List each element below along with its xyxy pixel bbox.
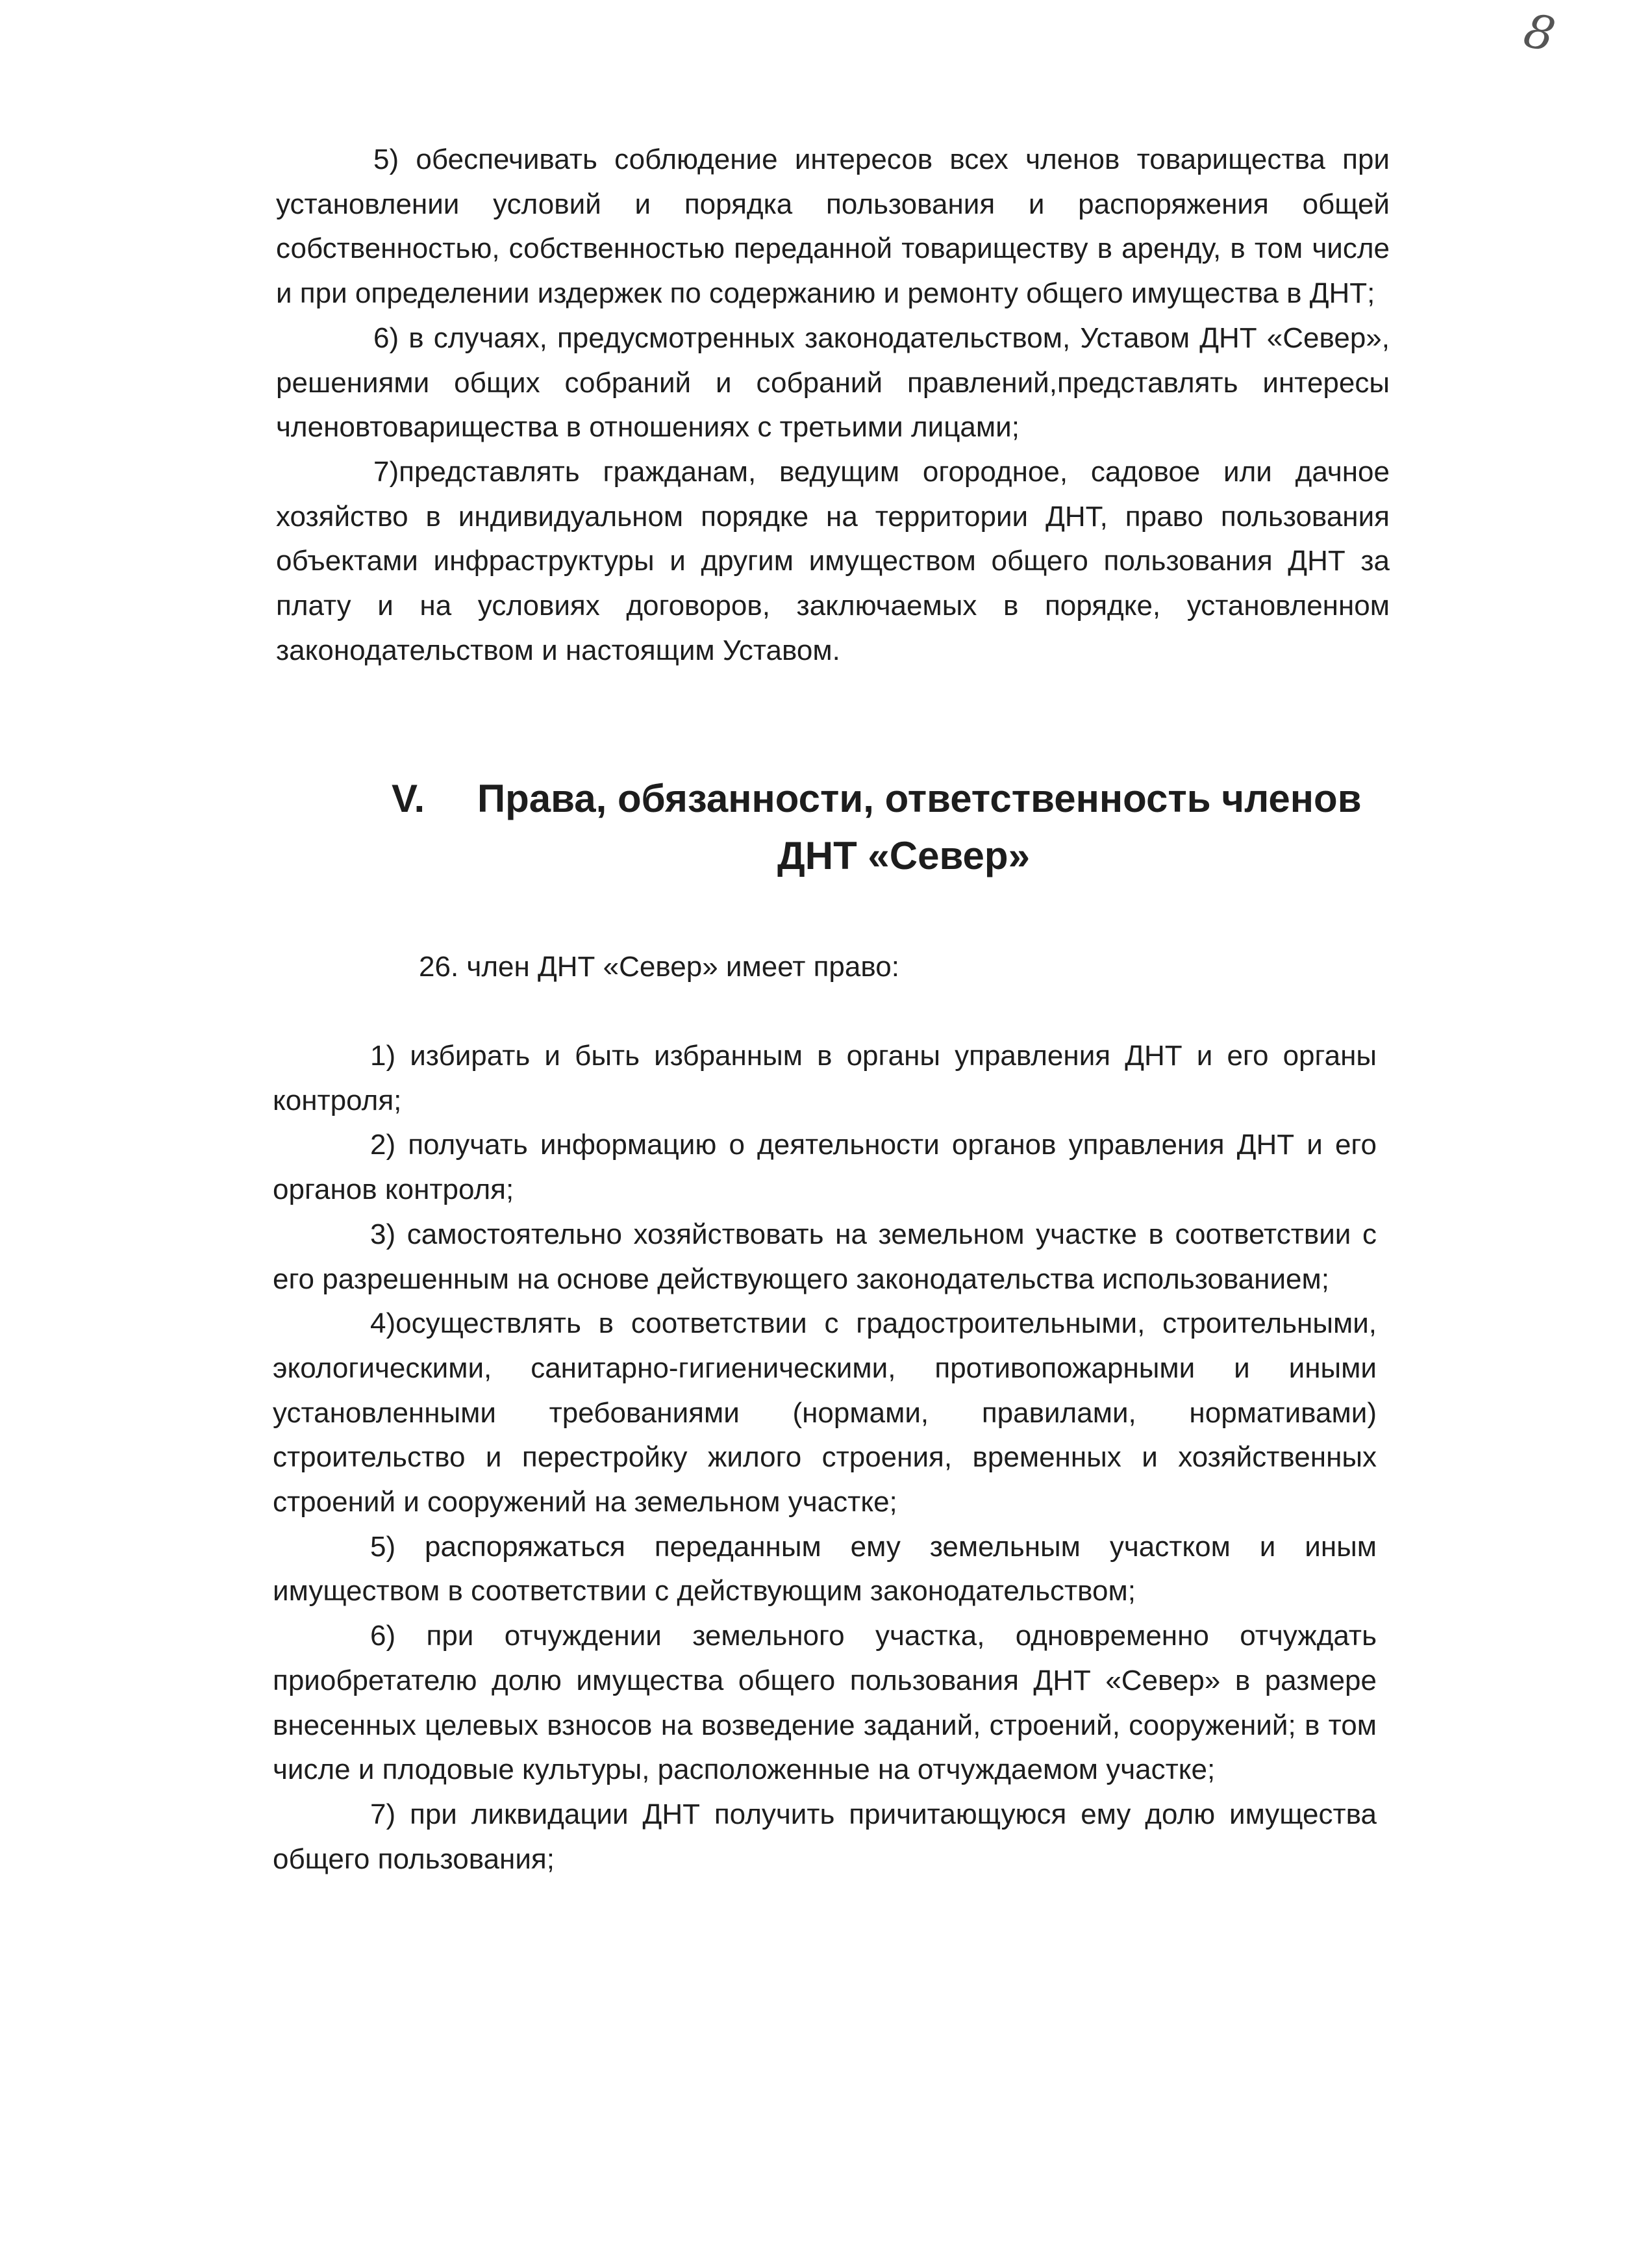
list-item: 3) самостоятельно хозяйствовать на земельном участке в соответствии с его разрешенным на основе действующего законодательства использованием;	[273, 1218, 1377, 1295]
list-item: 6) при отчуждении земельного участка, одновременно отчуждать приобретателю долю имущества общего пользования ДНТ «Север» в размере внесенных целевых взносов на возведение заданий, строений, сооружений; в том числе и плодовые культуры, расположенные на отчуждаемом участке;	[273, 1620, 1377, 1786]
list-item: 7) при ликвидации ДНТ получить причитающуюся ему долю имущества общего пользования;	[273, 1798, 1377, 1875]
page-number: 8	[1519, 3, 1560, 62]
article-items	[273, 1034, 1377, 1882]
article-title: 26. член ДНТ «Север» имеет право:	[419, 951, 899, 983]
list-item: 7)представлять гражданам, ведущим огородное, садовое или дачное хозяйство в индивидуальном порядке на территории ДНТ, право пользования объектами инфраструктуры и другим имуществом общего пользования ДНТ за плату и на условиях договоров, заключаемых в порядке, установленном законодательством и настоящим Уставом.	[276, 455, 1390, 666]
list-item: 6) в случаях, предусмотренных законодательством, Уставом ДНТ «Север», решениями общих собраний и собраний правлений,представлять интересы членовтоварищества в отношениях с третьими лицами;	[276, 321, 1390, 444]
section-title-line1: Права, обязанности, ответственность членов	[477, 777, 1362, 820]
section-title-line2: ДНТ «Север»	[777, 834, 1030, 877]
section-number: V.	[392, 777, 425, 820]
list-item: 4)осуществлять в соответствии с градостроительными, строительными, экологическими, санитарно-гигиеническими, противопожарными и иными установленными требованиями (нормами, правилами, нормативами) строительство и перестройку жилого строения, временных и хозяйственных строений и сооружений на земельном участке;	[273, 1307, 1377, 1518]
list-item: 5) обеспечивать соблюдение интересов всех членов товарищества при установлении условий и порядка пользования и распоряжения общей собственностью, собственностью переданной товариществу в аренду, в том числе и при определении издержек по содержанию и ремонту общего имущества в ДНТ;	[276, 144, 1390, 310]
list-item: 1) избирать и быть избранным в органы управления ДНТ и его органы контроля;	[273, 1040, 1377, 1116]
top-section	[276, 138, 1390, 673]
list-item: 5) распоряжаться переданным ему земельным участком и иным имуществом в соответствии с действующим законодательством;	[273, 1530, 1377, 1607]
list-item: 2) получать информацию о деятельности органов управления ДНТ и его органов контроля;	[273, 1129, 1377, 1206]
